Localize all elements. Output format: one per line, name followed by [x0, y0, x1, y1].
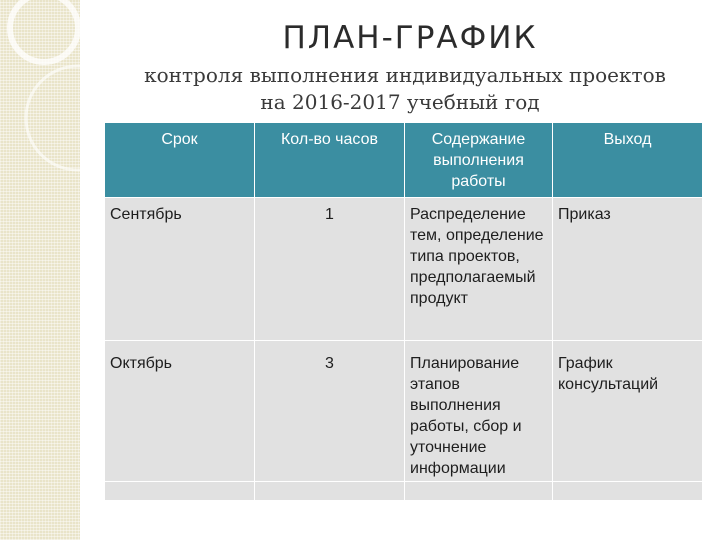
cell-content [405, 482, 553, 501]
header-content: Содержание выполнения работы [405, 123, 553, 198]
cell-hours [255, 482, 405, 501]
subtitle-line-1: контроля выполнения индивидуальных проектов [144, 63, 666, 87]
header-term: Срок [105, 123, 255, 198]
header-hours: Кол-во часов [255, 123, 405, 198]
cell-content: Планирование этапов выполнения работы, сбор и уточнение информации [405, 341, 553, 482]
header-output: Выход [553, 123, 703, 198]
subtitle-line-2: на 2016-2017 учебный год [260, 90, 540, 114]
cell-content: Распределение тем, определение типа проектов, предполагаемый продукт [405, 198, 553, 341]
cell-term: Сентябрь [105, 198, 255, 341]
table-row-empty [105, 482, 703, 501]
page-title: ПЛАН-ГРАФИК [282, 20, 538, 56]
table-header-row [105, 123, 703, 198]
table-row [105, 341, 703, 482]
cell-output [553, 482, 703, 501]
cell-term: Октябрь [105, 341, 255, 482]
cell-output: График консультаций [553, 341, 703, 482]
cell-output: Приказ [553, 198, 703, 341]
cell-term [105, 482, 255, 501]
page-subtitle [0, 62, 720, 116]
cell-hours: 1 [255, 198, 405, 341]
cell-hours: 3 [255, 341, 405, 482]
table-row [105, 198, 703, 341]
schedule-table [104, 122, 703, 501]
